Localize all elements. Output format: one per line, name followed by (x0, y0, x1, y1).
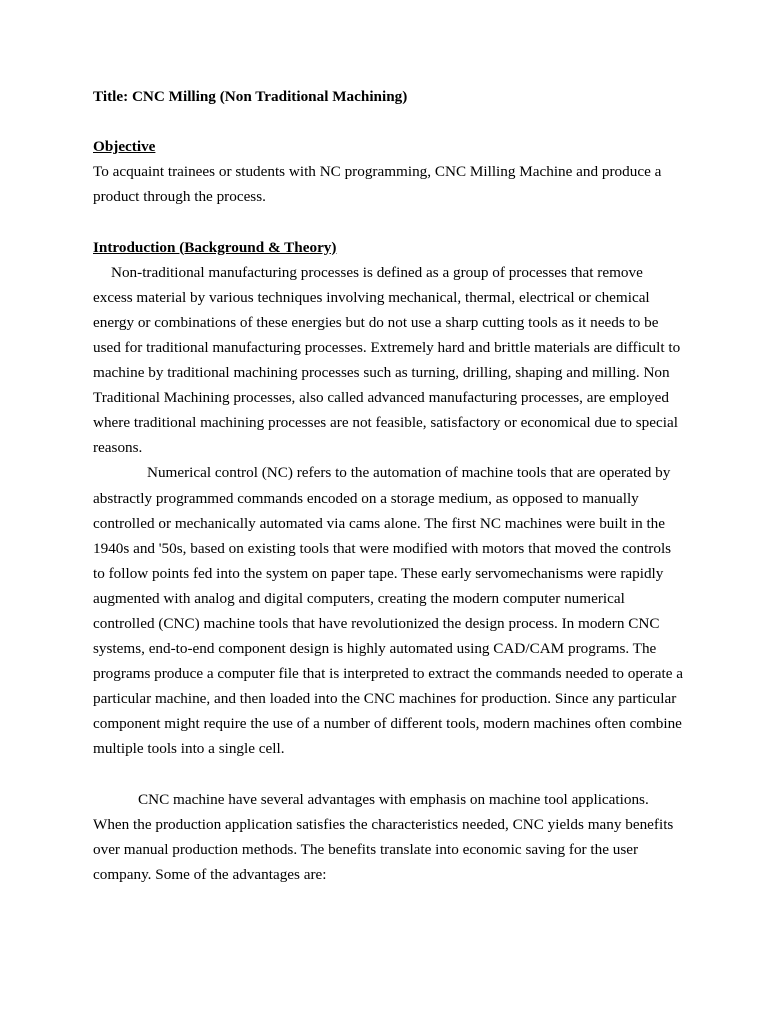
intro-paragraph-3: CNC machine have several advantages with emphasis on machine tool applications. When the production application satisfies the characteristics needed, CNC yields many benefits over manual production methods. The benefits translate into economic saving for the user company. Some of the advantages are: (93, 790, 674, 883)
objective-heading: Objective (93, 138, 156, 156)
document-title: Title: CNC Milling (Non Traditional Machining) (93, 88, 408, 105)
intro-paragraph-2: Numerical control (NC) refers to the automation of machine tools that are operated by abstractly programmed commands encoded on a storage medium, as opposed to manually controlled or mechanically automated via cams alone. The first NC machines were built in the 1940s and '50s, based on existing tools that were modified with motors that moved the controls to follow points fed into the system on paper tape. These early servomechanisms were rapidly augmented with analog and digital computers, creating the modern computer numerical controlled (CNC) machine tools that have revolutionized the design process. In modern CNC systems, end-to-end component design is highly automated using CAD/CAM programs. The programs produce a computer file that is interpreted to extract the commands needed to operate a particular machine, and then loaded into the CNC machines for production. Since any particular component might require the use of a number of different tools, modern machines often combine multiple tools into a single cell. (93, 464, 683, 758)
spacer (93, 762, 683, 787)
introduction-heading: Introduction (Background & Theory) (93, 238, 337, 256)
objective-text: To acquaint trainees or students with NC programming, CNC Milling Machine and produce a product through the process. (93, 163, 662, 206)
spacer (93, 209, 683, 234)
document-page (93, 84, 683, 887)
intro-paragraph-1: Non-traditional manufacturing processes is defined as a group of processes that remove excess material by various techniques involving mechanical, thermal, electrical or chemical energy or combinations of these energies but do not use a sharp cutting tools as it needs to be used for traditional manufacturing processes. Extremely hard and brittle materials are difficult to machine by traditional machining processes such as turning, drilling, shaping and milling. Non Traditional Machining processes, also called advanced manufacturing processes, are employed where traditional machining processes are not feasible, satisfactory or economical due to special reasons. (93, 263, 681, 457)
spacer (93, 109, 683, 134)
